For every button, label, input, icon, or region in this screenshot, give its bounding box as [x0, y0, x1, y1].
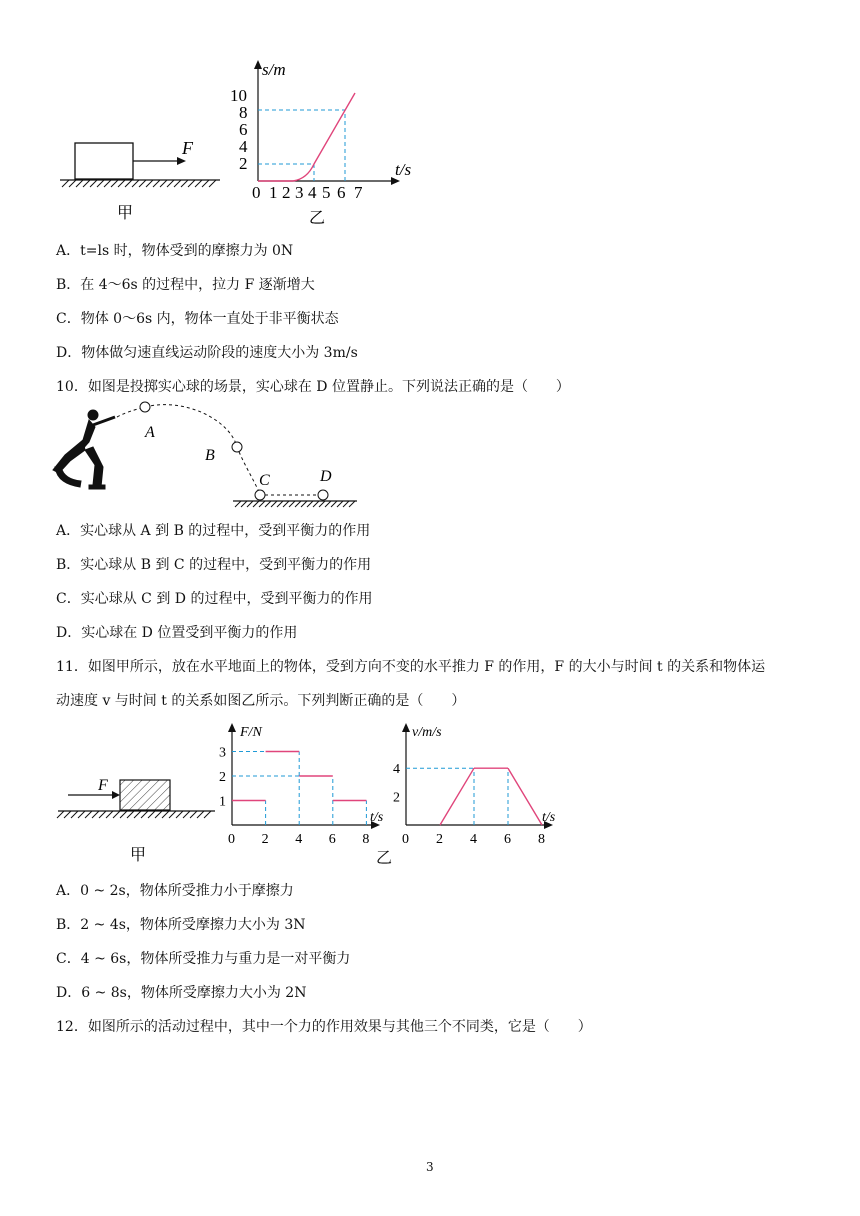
q11-option-c: C．4 ~ 6s，物体所受推力与重力是一对平衡力 — [56, 951, 351, 967]
hatch-mark — [125, 180, 132, 187]
hatch-mark — [259, 501, 265, 507]
y-tick: 6 — [239, 120, 248, 139]
label-c: C — [259, 472, 270, 489]
hatch-mark — [118, 180, 125, 187]
hatch-mark — [106, 811, 113, 818]
q10-option-d: D．实心球在 D 位置受到平衡力的作用 — [56, 625, 298, 641]
hatch-mark — [104, 180, 111, 187]
hatch-mark — [162, 811, 169, 818]
hatch-mark — [71, 811, 78, 818]
y-axis-label: s/m — [262, 60, 286, 79]
fig-caption: 甲 — [130, 847, 147, 864]
athlete-figure — [53, 410, 115, 489]
x-tick-label: 8 — [538, 832, 545, 847]
x-axis-label: t/s — [370, 810, 384, 825]
hatch-mark — [120, 811, 127, 818]
hatch-mark — [57, 811, 64, 818]
hatch-mark — [111, 180, 118, 187]
q10-stem: 10．如图是投掷实心球的场景，实心球在 D 位置静止。下列说法正确的是（ ） — [56, 379, 570, 395]
hatch-mark — [235, 501, 241, 507]
label-b: B — [205, 447, 215, 464]
hatch-mark — [183, 811, 190, 818]
hatch-mark — [349, 501, 355, 507]
q10-figure — [45, 395, 365, 515]
q11-chart-f — [215, 718, 395, 848]
x-tick-label: 4 — [470, 832, 477, 847]
hatch-mark — [337, 501, 343, 507]
hatch-mark — [85, 811, 92, 818]
force-label: F — [182, 138, 193, 158]
q10-option-c: C．实心球从 C 到 D 的过程中，受到平衡力的作用 — [56, 591, 373, 607]
x-tick: 3 — [295, 183, 304, 202]
y-tick-label: 1 — [219, 794, 226, 810]
hatch-mark — [343, 501, 349, 507]
x-tick: 5 — [322, 183, 331, 202]
q9-fig-yi — [225, 55, 425, 230]
q11-stem-line2: 动速度 v 与时间 t 的关系如图乙所示。下列判断正确的是（ ） — [56, 693, 466, 709]
dashed-guide-2 — [258, 164, 314, 181]
ball-b — [232, 442, 242, 452]
hatch-mark — [127, 811, 134, 818]
hatch-mark — [202, 180, 209, 187]
x-tick-label: 0 — [402, 832, 409, 847]
fig-caption: 乙 — [309, 210, 326, 227]
hatch-mark — [153, 180, 160, 187]
hatch-mark — [277, 501, 283, 507]
x-tick-label: 6 — [504, 832, 511, 847]
hatch-mark — [209, 180, 216, 187]
hatch-mark — [197, 811, 204, 818]
y-axis-arrow — [254, 60, 262, 69]
x-tick: 4 — [308, 183, 317, 202]
y-tick-label: 2 — [219, 770, 226, 785]
hatch-mark — [301, 501, 307, 507]
hatch-mark — [265, 501, 271, 507]
q11-chart-v — [390, 718, 570, 848]
y-axis-arrow — [402, 723, 410, 732]
y-axis-label: F/N — [240, 725, 262, 740]
hatch-mark — [188, 180, 195, 187]
y-axis-arrow — [228, 723, 236, 732]
x-tick: 1 — [269, 183, 278, 202]
hatch-mark — [253, 501, 259, 507]
label-d: D — [320, 468, 332, 485]
x-tick-label: 2 — [261, 832, 269, 847]
y-tick-label: 3 — [219, 745, 226, 761]
q11-option-d: D．6 ~ 8s，物体所受摩擦力大小为 2N — [56, 985, 307, 1001]
hatch-mark — [295, 501, 301, 507]
ball-c — [255, 490, 265, 500]
x-tick-label: 2 — [436, 832, 443, 847]
x-axis-label: t/s — [542, 810, 556, 825]
hatch-mark — [76, 180, 83, 187]
hatch-mark — [139, 180, 146, 187]
ball-a — [140, 402, 150, 412]
q12-stem: 12．如图所示的活动过程中，其中一个力的作用效果与其他三个不同类，它是（ ） — [56, 1019, 592, 1035]
hatch-mark — [174, 180, 181, 187]
q9-fig-jia — [55, 130, 230, 225]
series-segment — [508, 768, 542, 825]
hatch-mark — [64, 811, 71, 818]
block — [120, 780, 170, 810]
dashed-guide-8 — [258, 110, 345, 181]
hatch-mark — [69, 180, 76, 187]
hatch-mark — [132, 180, 139, 187]
hatch-mark — [146, 180, 153, 187]
q11-option-b: B．2 ~ 4s，物体所受摩擦力大小为 3N — [56, 917, 306, 933]
ground-hatch — [62, 180, 216, 187]
q10-option-a: A．实心球从 A 到 B 的过程中，受到平衡力的作用 — [56, 523, 371, 539]
q10-option-b: B．实心球从 B 到 C 的过程中，受到平衡力的作用 — [56, 557, 372, 573]
x-tick-label: 8 — [362, 832, 370, 847]
hatch-mark — [181, 180, 188, 187]
x-tick: 7 — [354, 183, 363, 202]
q9-option-d: D．物体做匀速直线运动阶段的速度大小为 3m/s — [56, 345, 358, 361]
hatch-mark — [78, 811, 85, 818]
hatch-mark — [195, 180, 202, 187]
q9-option-c: C．物体 0～6s 内，物体一直处于非平衡状态 — [56, 311, 339, 327]
x-axis-label: t/s — [395, 160, 412, 179]
hatch-mark — [99, 811, 106, 818]
hatch-mark — [92, 811, 99, 818]
hatch-mark — [313, 501, 319, 507]
y-tick-label: 2 — [393, 790, 400, 806]
q11-stem-line1: 11．如图甲所示，放在水平地面上的物体，受到方向不变的水平推力 F 的作用，F 的大小与时间 t 的关系和物体运 — [56, 659, 766, 675]
x-tick: 0 — [252, 183, 261, 202]
hatch-mark — [271, 501, 277, 507]
hatch-mark — [319, 501, 325, 507]
y-tick: 10 — [230, 86, 247, 105]
x-tick: 6 — [337, 183, 346, 202]
hatch-mark — [204, 811, 211, 818]
hatch-mark — [167, 180, 174, 187]
hatch-mark — [190, 811, 197, 818]
hatch-mark — [176, 811, 183, 818]
y-tick: 8 — [239, 103, 248, 122]
hatch-mark — [160, 180, 167, 187]
y-tick-label: 4 — [393, 762, 400, 778]
hatch-mark — [134, 811, 141, 818]
hatch-mark — [97, 180, 104, 187]
fig-caption: 甲 — [117, 205, 134, 222]
force-arrowhead — [112, 791, 120, 799]
hatch-mark — [90, 180, 97, 187]
hatch-mark — [307, 501, 313, 507]
q9-option-a: A．t=ls 时，物体受到的摩擦力为 0N — [56, 243, 294, 259]
q11-option-a: A．0 ~ 2s，物体所受推力小于摩擦力 — [56, 883, 294, 899]
force-label: F — [98, 777, 108, 794]
hatch-mark — [169, 811, 176, 818]
q11-fig-yi-caption: 乙 — [376, 848, 393, 867]
hatch-mark — [113, 811, 120, 818]
hatch-mark — [141, 811, 148, 818]
series-segment — [440, 768, 474, 825]
x-tick: 2 — [282, 183, 291, 202]
hatch-mark — [331, 501, 337, 507]
force-arrowhead — [177, 157, 186, 165]
q9-option-b: B．在 4～6s 的过程中，拉力 F 逐渐增大 — [56, 277, 315, 293]
ground-hatch — [235, 501, 355, 507]
page-number: 3 — [426, 1160, 434, 1174]
block — [75, 143, 133, 179]
y-tick: 2 — [239, 154, 248, 173]
hatch-mark — [325, 501, 331, 507]
s-t-curve — [258, 93, 355, 181]
hatch-mark — [148, 811, 155, 818]
hatch-mark — [283, 501, 289, 507]
hatch-mark — [289, 501, 295, 507]
q11-fig-jia — [50, 770, 220, 865]
hatch-mark — [241, 501, 247, 507]
hatch-mark — [247, 501, 253, 507]
x-tick-label: 4 — [295, 832, 303, 847]
x-tick-label: 0 — [228, 832, 235, 847]
hatch-mark — [83, 180, 90, 187]
ball-d — [318, 490, 328, 500]
hatch-mark — [155, 811, 162, 818]
y-axis-label: v/m/s — [412, 725, 442, 740]
label-a: A — [145, 424, 155, 441]
ground-hatch — [57, 811, 211, 818]
hatch-mark — [62, 180, 69, 187]
x-tick-label: 6 — [328, 832, 336, 847]
y-tick: 4 — [239, 137, 248, 156]
